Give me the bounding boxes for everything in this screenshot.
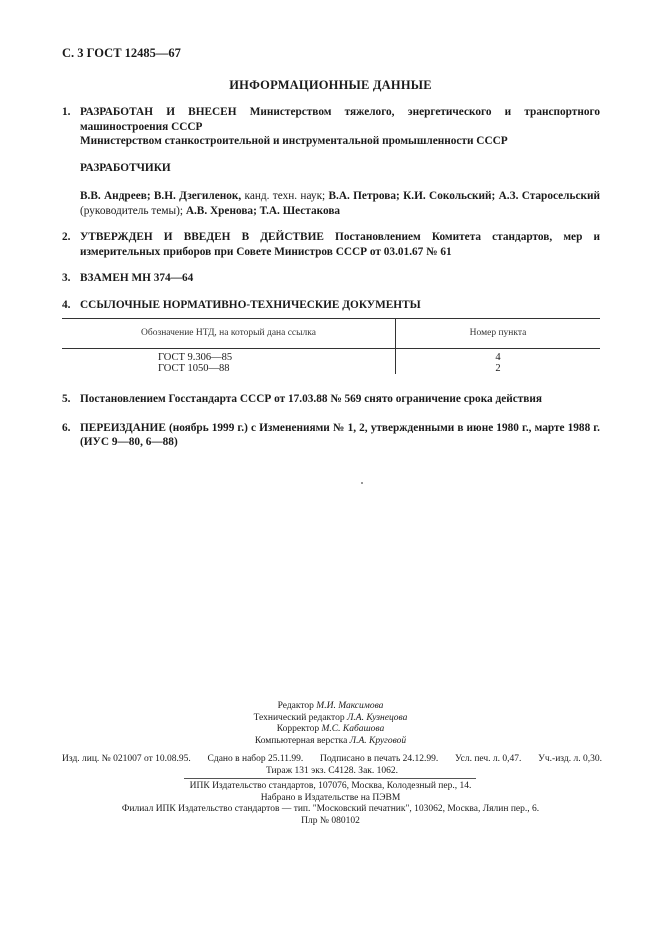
table-row xyxy=(62,349,600,364)
item-2-lead: УТВЕРЖДЕН И ВВЕДЕН В ДЕЙСТВИЕ xyxy=(80,231,324,243)
credit-layout xyxy=(0,736,661,748)
item-number: 1. xyxy=(62,106,71,118)
pub-license: Изд. лиц. № 021007 от 10.08.95. xyxy=(62,754,191,764)
pub-pub-sheets: Уч.-изд. л. 0,30. xyxy=(538,754,602,764)
printer-line-4: Плр № 080102 xyxy=(301,815,360,826)
item-4-references xyxy=(62,298,600,313)
section-title: ИНФОРМАЦИОННЫЕ ДАННЫЕ xyxy=(229,78,432,92)
developers-block xyxy=(62,161,600,219)
item-1-developed xyxy=(62,105,600,149)
table-cell-point: 2 xyxy=(495,363,501,374)
table-header-document: Обозначение НТД, на который дана ссылка xyxy=(62,319,396,349)
scan-speck xyxy=(361,482,363,484)
developers-degree: канд. техн. наук; xyxy=(241,190,329,202)
developers-title: РАЗРАБОТЧИКИ xyxy=(80,161,171,174)
table-header-row xyxy=(62,319,600,349)
item-4-text: ССЫЛОЧНЫЕ НОРМАТИВНО-ТЕХНИЧЕСКИЕ ДОКУМЕНТЫ xyxy=(80,298,421,311)
credit-proof-label: Корректор xyxy=(276,724,320,734)
item-number: 5. xyxy=(62,393,71,405)
developers-role: (руководитель темы); xyxy=(80,204,186,217)
credit-layout-name: Л.А. Круговой xyxy=(349,735,407,746)
item-1-ministry-a: Министерством тяжелого, энергетического и транспортного машиностроения СССР xyxy=(80,106,600,133)
pub-sent: Сдано в набор 25.11.99. xyxy=(207,754,304,764)
table-cell-document: ГОСТ 9.306—85 xyxy=(62,349,396,364)
item-6-text: ПЕРЕИЗДАНИЕ (ноябрь 1999 г.) с Изменениями № 1, 2, утвержденными в июне 1980 г., марте 1988 г. (ИУС 9—80, 6—88) xyxy=(80,421,600,448)
table-header-point: Номер пункта xyxy=(396,319,601,349)
item-2-text: Постановлением Комитета стандартов, мер и измерительных приборов при Совете Министров СССР от 03.01.67 № 61 xyxy=(80,231,600,258)
item-5-text: Постановлением Госстандарта СССР от 17.03.88 № 569 снято ограничение срока действия xyxy=(80,393,543,405)
developers-names-3: А.В. Хренова; Т.А. Шестакова xyxy=(185,204,341,217)
printer-info xyxy=(0,781,661,827)
credit-tech-editor xyxy=(0,713,661,725)
developers-list xyxy=(80,189,600,218)
credit-editor-name: М.И. Максимова xyxy=(316,701,384,711)
item-6-reissue xyxy=(62,421,600,450)
printer-line-3: Филиал ИПК Издательство стандартов — тип. "Московский печатник", 103062, Москва, Лялин пер., 6. xyxy=(121,804,540,814)
item-1-lead: РАЗРАБОТАН И ВНЕСЕН xyxy=(80,106,237,118)
item-3-text: ВЗАМЕН МН 374—64 xyxy=(80,272,194,284)
item-number: 2. xyxy=(62,231,71,243)
page-header: С. 3 ГОСТ 12485—67 xyxy=(62,46,181,60)
editorial-credits xyxy=(0,701,661,747)
divider xyxy=(184,778,476,779)
item-1-line-a xyxy=(80,105,600,134)
item-3-replaces xyxy=(62,271,600,286)
table-row xyxy=(62,363,600,374)
credit-editor xyxy=(0,701,661,713)
references-table xyxy=(62,318,600,374)
printer-line-1: ИПК Издательство стандартов, 107076, Москва, Колодезный пер., 14. xyxy=(189,781,472,791)
printer-line-2: Набрано в Издательстве на ПЭВМ xyxy=(260,792,401,803)
credit-proofreader xyxy=(0,724,661,736)
item-number: 4. xyxy=(62,298,71,311)
pub-run: Тираж 131 экз. С4128. Зак. 1062. xyxy=(265,765,399,776)
pub-print-sheets: Усл. печ. л. 0,47. xyxy=(455,754,522,764)
credit-tech-label: Технический редактор xyxy=(253,712,345,723)
pub-signed: Подписано в печать 24.12.99. xyxy=(320,754,439,764)
table-cell-point: 4 xyxy=(495,352,501,363)
credit-tech-name: Л.А. Кузнецова xyxy=(346,712,408,723)
credit-layout-label: Компьютерная верстка xyxy=(254,735,348,746)
item-5-limitation xyxy=(62,392,600,407)
table-cell-document: ГОСТ 1050—88 xyxy=(62,363,396,374)
item-number: 6. xyxy=(62,421,71,434)
item-1-ministry-b: Министерством станкостроительной и инструментальной промышленности СССР xyxy=(80,135,508,147)
publication-row xyxy=(62,754,602,766)
credit-editor-label: Редактор xyxy=(277,701,314,711)
item-2-approved xyxy=(62,230,600,259)
developers-names-1: В.В. Андреев; В.Н. Дзегиленок, xyxy=(80,190,242,202)
developers-names-2: В.А. Петрова; К.И. Сокольский; А.З. Старосельский xyxy=(328,190,600,202)
item-number: 3. xyxy=(62,272,71,284)
publication-data xyxy=(62,754,602,777)
credit-proof-name: М.С. Кабашова xyxy=(321,724,385,734)
content xyxy=(62,105,600,462)
